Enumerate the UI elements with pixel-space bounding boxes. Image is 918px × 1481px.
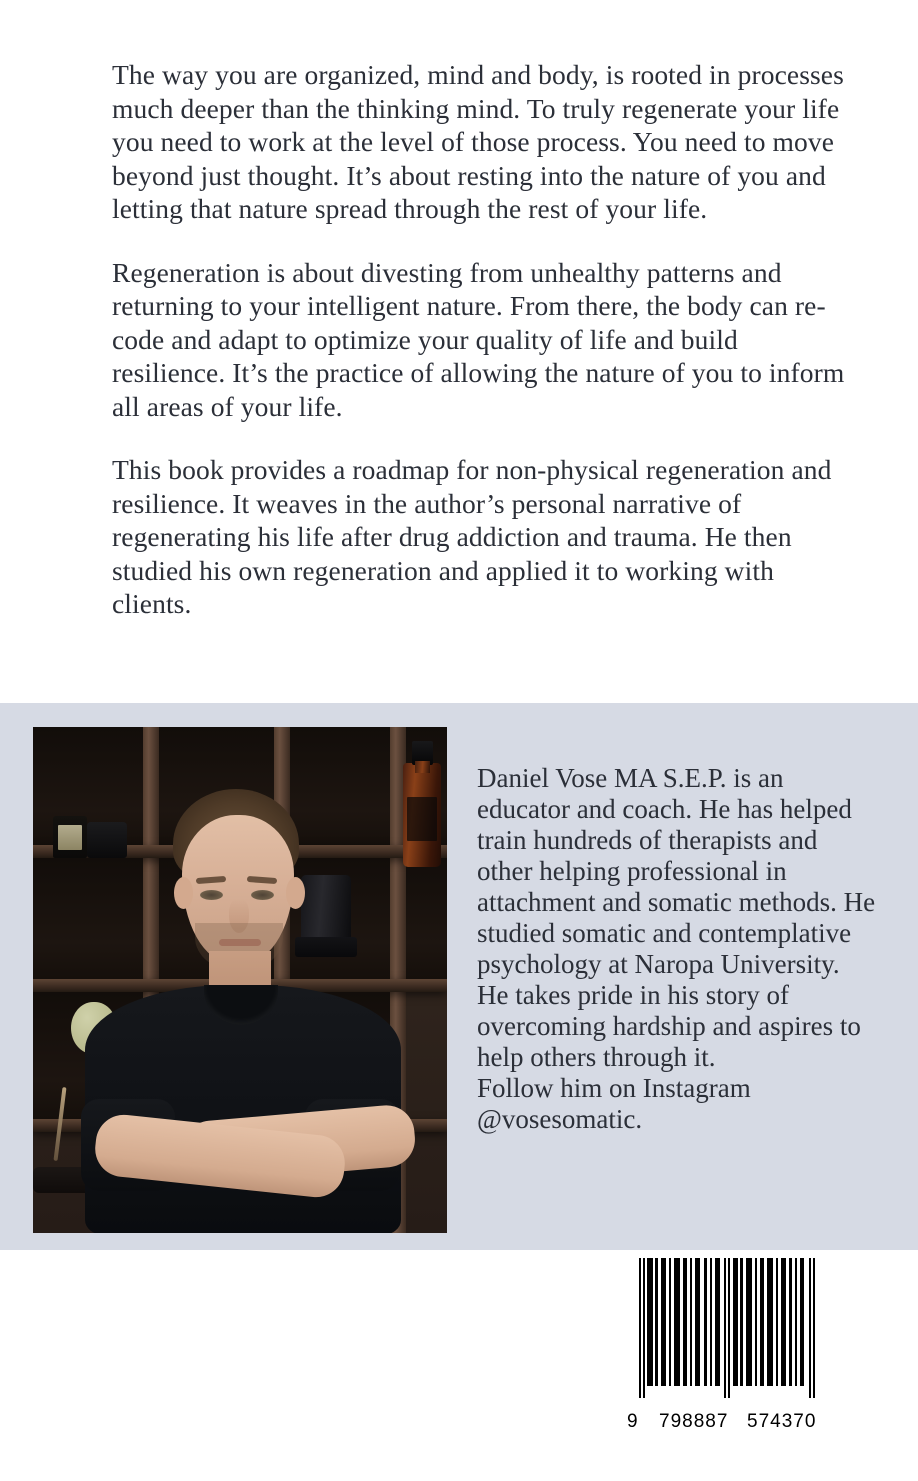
barcode-bars <box>627 1258 827 1406</box>
isbn-barcode <box>627 1258 827 1436</box>
mouth <box>219 939 261 946</box>
back-cover-blurb <box>112 58 854 621</box>
author-bio <box>477 763 877 1135</box>
barcode-lead-digit: 9 <box>627 1411 639 1432</box>
eye-right <box>251 890 274 900</box>
author-bio-text: Daniel Vose MA S.E.P. is an educator and coach. He has helped train hundreds of therapists and other helping professional in attachment and somatic methods. He studied somatic and contemplative psychology at Naropa University. He takes pride in his story of overcoming hardship and aspires to help others through it. <box>477 763 876 1072</box>
eye-left <box>200 890 223 900</box>
blurb-paragraph-3: This book provides a roadmap for non-physical regeneration and resilience. It weaves in the author’s personal narrative of regenerating his life after drug addiction and trauma. He then studied his own regeneration and applied it to working with clients. <box>112 454 832 619</box>
ear-left <box>174 877 193 909</box>
barcode-digits <box>627 1409 827 1433</box>
blurb-paragraph-2: Regeneration is about divesting from unhealthy patterns and returning to your intelligent nature. From there, the body can re-code and adapt to optimize your quality of life and build resilience. It’s the practice of allowing the nature of you to inform all areas of your life. <box>112 256 845 422</box>
author-social-line: Follow him on Instagram @vosesomatic. <box>477 1073 751 1134</box>
barcode-right-group: 574370 <box>747 1411 817 1432</box>
barcode-left-group: 798887 <box>659 1411 729 1432</box>
author-section <box>0 703 918 1250</box>
ear-right <box>286 877 305 909</box>
author-portrait-photo <box>33 727 447 1233</box>
author-figure <box>33 727 447 1233</box>
blurb-paragraph-1: The way you are organized, mind and body, is rooted in processes much deeper than the thinking mind. To truly regenerate your life you need to work at the level of those process. You need to move beyond just thought. It’s about resting into the nature of you and letting that nature spread through the rest of your life. <box>112 59 844 224</box>
